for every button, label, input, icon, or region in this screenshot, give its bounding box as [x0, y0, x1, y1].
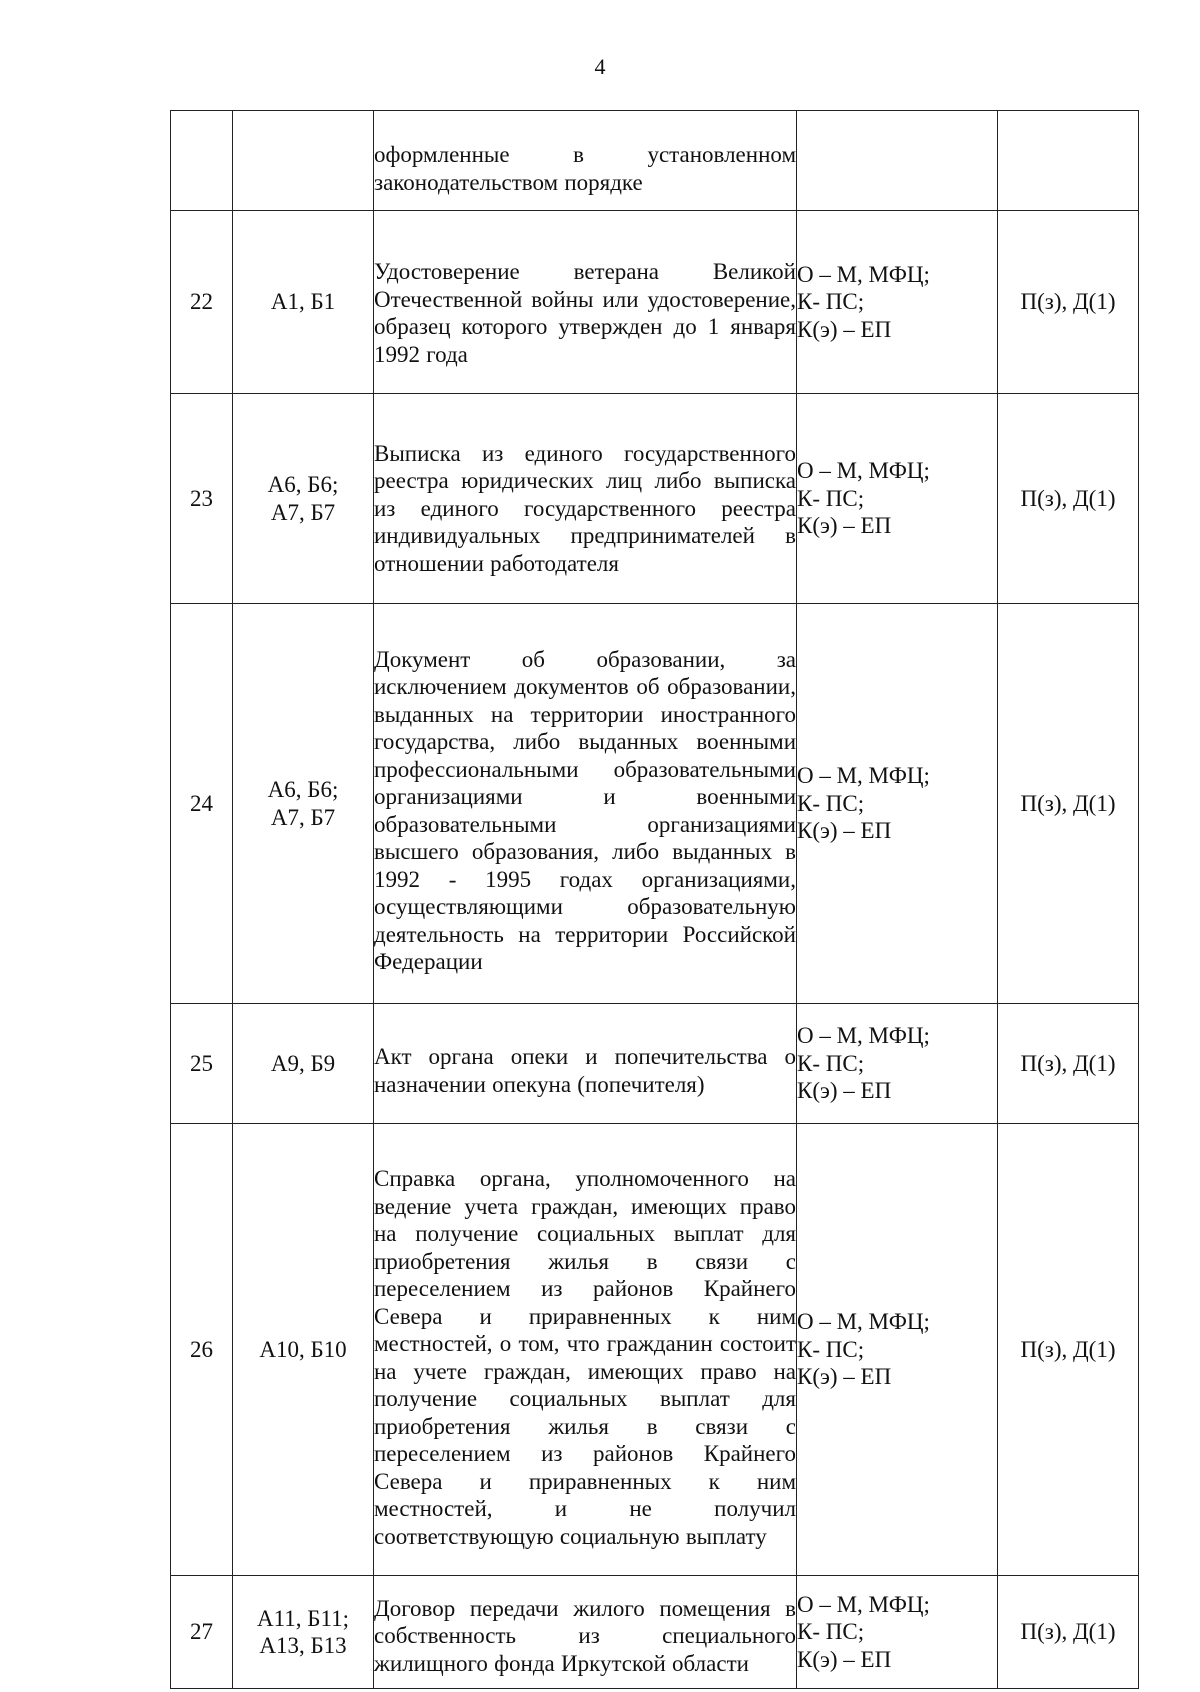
- submission-method: О – М, МФЦ;: [797, 261, 930, 287]
- submission-method: О – М, МФЦ;: [797, 763, 930, 789]
- row-number-cell: [171, 111, 233, 211]
- table-row: [171, 1004, 1139, 1124]
- document-text: Удостоверение ветерана Великой Отечественной войны или удостоверение, образец которого утвержден до 1 января 1992 года: [374, 259, 796, 367]
- document-text: оформленные в установленном законодательством порядке: [374, 142, 796, 195]
- document-cell: [374, 1004, 797, 1124]
- row-number: 26: [171, 1124, 233, 1576]
- document-form: П(з), Д(1): [1020, 289, 1116, 315]
- submission-method: К- ПС;: [797, 790, 865, 816]
- document-cell: [374, 604, 797, 1004]
- table-row-continuation: [171, 111, 1139, 211]
- document-form-cell: [998, 1576, 1139, 1689]
- submission-method: К(э) – ЕП: [797, 1646, 892, 1672]
- applicant-codes-cell: [233, 604, 374, 1004]
- submission-method: К(э) – ЕП: [797, 818, 892, 844]
- document-cell: [374, 1124, 797, 1576]
- document-form: П(з), Д(1): [1020, 1336, 1116, 1362]
- row-number: 25: [171, 1004, 233, 1124]
- documents-table: [170, 110, 1139, 1689]
- submission-method-cell: [797, 1004, 998, 1124]
- document-form: П(з), Д(1): [1020, 1619, 1116, 1645]
- table-row: [171, 604, 1139, 1004]
- applicant-codes-cell: [233, 211, 374, 394]
- table-row: [171, 394, 1139, 604]
- document-text: Справка органа, уполномоченного на ведение учета граждан, имеющих право на получение социальных выплат для приобретения жилья в связи с переселением из районов Крайнего Севера и приравненных к ним местностей, о том, что гражданин состоит на учете граждан, имеющих право на получение социальных выплат для приобретения жилья в связи с переселением из районов Крайнего Севера и приравненных к ним местностей, и не получил соответствующую социальную выплату: [374, 1166, 796, 1549]
- applicant-code: А6, Б6;: [267, 472, 339, 497]
- document-form-cell: [998, 1004, 1139, 1124]
- row-number: 27: [171, 1576, 233, 1689]
- submission-method: К- ПС;: [797, 1050, 865, 1076]
- submission-method: К(э) – ЕП: [797, 1364, 892, 1390]
- submission-method-cell: [797, 211, 998, 394]
- submission-method-cell: [797, 1124, 998, 1576]
- submission-method-cell: [797, 604, 998, 1004]
- submission-method: К(э) – ЕП: [797, 1078, 892, 1104]
- submission-method: О – М, МФЦ;: [797, 1591, 930, 1617]
- applicant-code: А6, Б6;: [267, 777, 339, 802]
- applicant-codes-cell: [233, 394, 374, 604]
- document-cell: [374, 211, 797, 394]
- submission-method: О – М, МФЦ;: [797, 1023, 930, 1049]
- submission-method-cell: [797, 111, 998, 211]
- document-text: Документ об образовании, за исключением документов об образовании, выданных на территории иностранного государства, либо выданных военными профессиональными образовательными организациями и военными образовательными организациями высшего образования, либо выданных в 1992 - 1995 годах организациями, осуществляющими образовательную деятельность на территории Российской Федерации: [374, 646, 796, 974]
- document-form: П(з), Д(1): [1020, 1050, 1116, 1076]
- page-number: 4: [594, 54, 606, 79]
- applicant-code: А13, Б13: [259, 1633, 347, 1658]
- table-row: [171, 1124, 1139, 1576]
- submission-method: К- ПС;: [797, 1336, 865, 1362]
- document-text: Акт органа опеки и попечительства о назначении опекуна (попечителя): [374, 1044, 796, 1097]
- submission-method: К- ПС;: [797, 289, 865, 315]
- submission-method: О – М, МФЦ;: [797, 458, 930, 484]
- submission-method: К(э) – ЕП: [797, 316, 892, 342]
- document-form-cell: [998, 211, 1139, 394]
- applicant-code: А9, Б9: [270, 1050, 336, 1076]
- document-cell: [374, 111, 797, 211]
- row-number: 22: [171, 211, 233, 394]
- document-form-cell: [998, 394, 1139, 604]
- document-form: П(з), Д(1): [1020, 485, 1116, 511]
- table-row: [171, 211, 1139, 394]
- applicant-code: А10, Б10: [259, 1336, 347, 1362]
- submission-method: К- ПС;: [797, 485, 865, 511]
- submission-method-cell: [797, 394, 998, 604]
- applicant-codes-cell: [233, 111, 374, 211]
- document-form: П(з), Д(1): [1020, 790, 1116, 816]
- applicant-codes-cell: [233, 1576, 374, 1689]
- applicant-codes-cell: [233, 1124, 374, 1576]
- document-cell: [374, 1576, 797, 1689]
- document-cell: [374, 394, 797, 604]
- submission-method: К(э) – ЕП: [797, 513, 892, 539]
- submission-method: О – М, МФЦ;: [797, 1309, 930, 1335]
- applicant-code: А1, Б1: [270, 289, 336, 315]
- applicant-code: А7, Б7: [270, 804, 336, 830]
- applicant-code: А7, Б7: [270, 499, 336, 525]
- document-form-cell: [998, 604, 1139, 1004]
- document-text: Выписка из единого государственного реестра юридических лиц либо выписка из единого государственного реестра индивидуальных предпринимателей в отношении работодателя: [374, 440, 796, 576]
- submission-method-cell: [797, 1576, 998, 1689]
- table-row: [171, 1576, 1139, 1689]
- document-form-cell: [998, 111, 1139, 211]
- document-text: Договор передачи жилого помещения в собственность из специального жилищного фонда Иркутской области: [374, 1595, 796, 1676]
- applicant-code: А11, Б11;: [257, 1605, 349, 1631]
- document-form-cell: [998, 1124, 1139, 1576]
- applicant-codes-cell: [233, 1004, 374, 1124]
- row-number: 23: [171, 394, 233, 604]
- submission-method: К- ПС;: [797, 1619, 865, 1645]
- row-number: 24: [171, 604, 233, 1004]
